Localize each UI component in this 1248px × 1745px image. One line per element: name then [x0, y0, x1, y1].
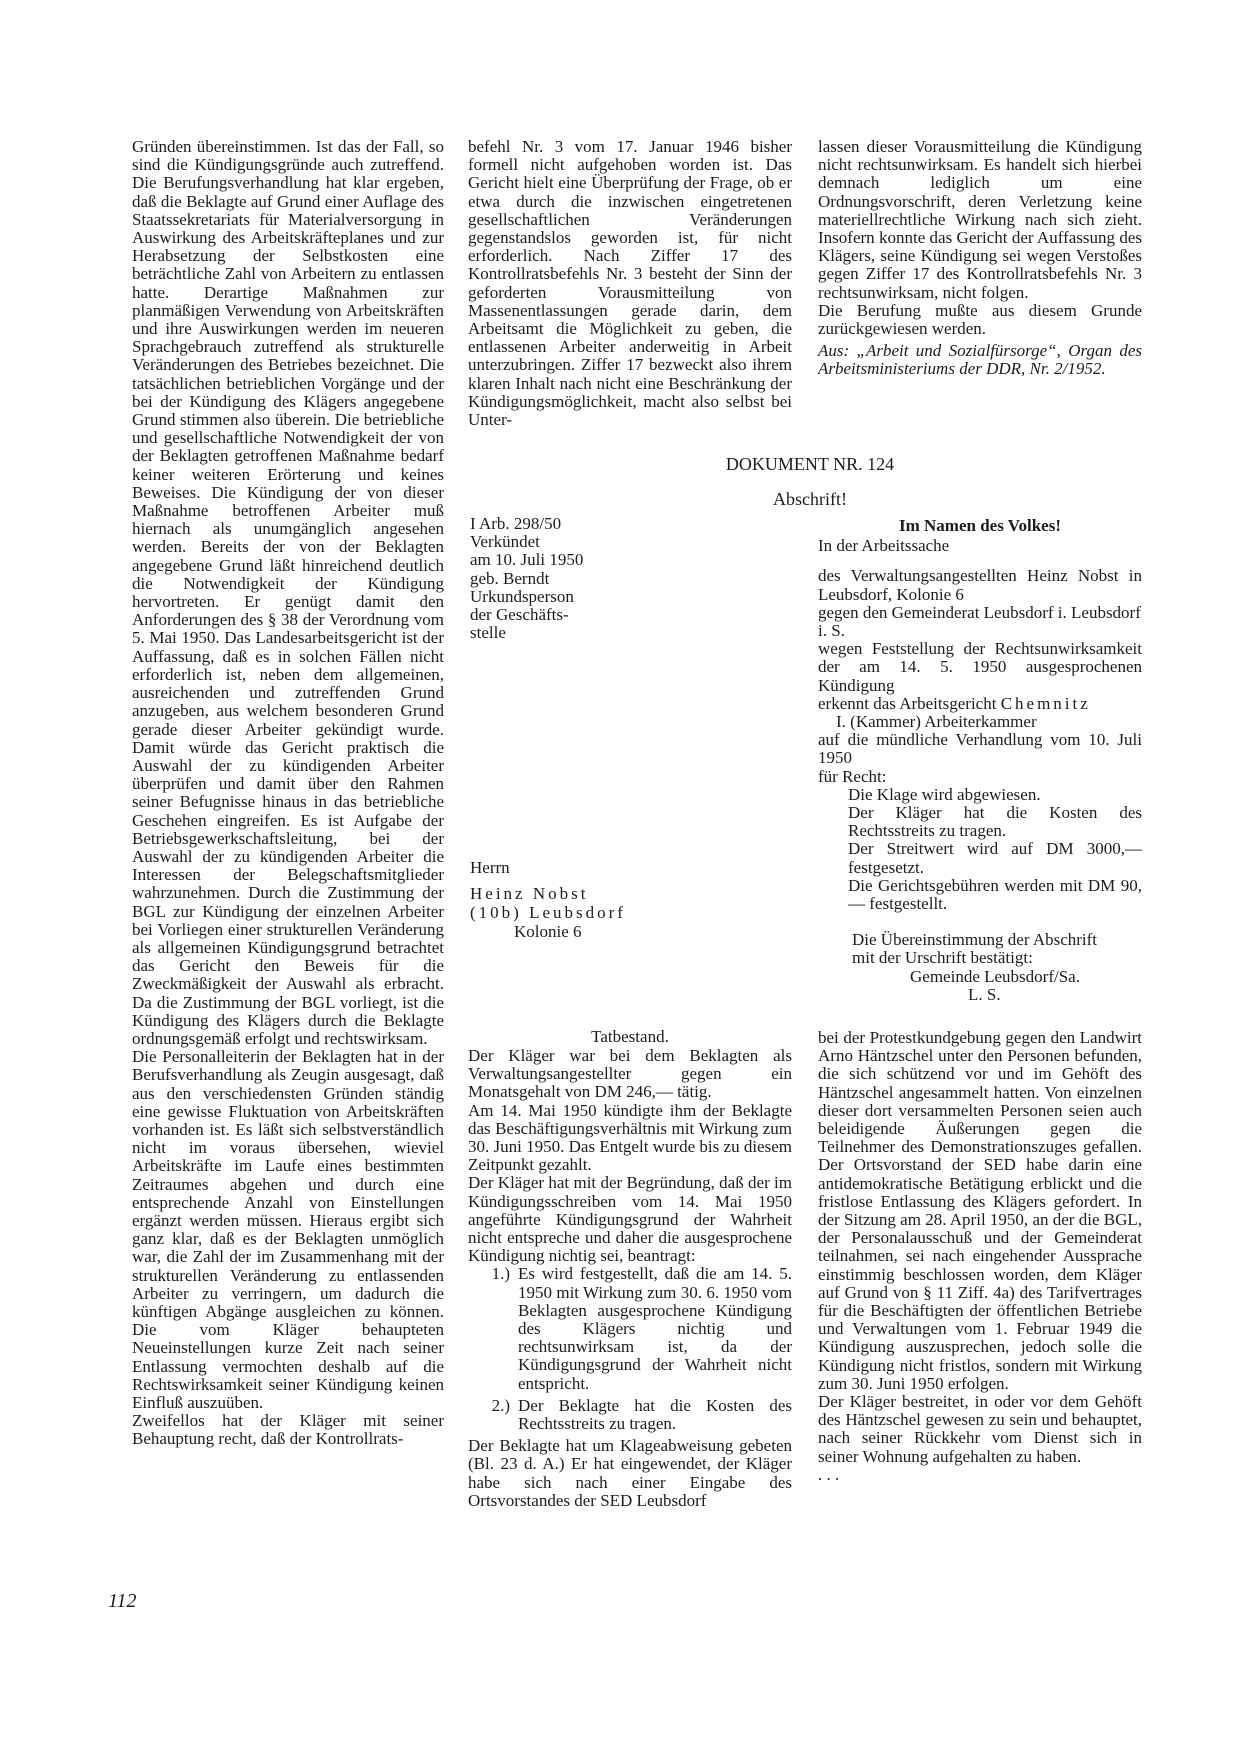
- party-defendant: gegen den Gemeinderat Leubsdorf i. Leubsdorf i. S.: [818, 602, 1141, 641]
- paragraph: Zweifellos hat der Kläger mit seiner Behauptung recht, daß der Kontrollrats-: [132, 1411, 444, 1449]
- party-plaintiff: des Verwaltungsangestellten Heinz Nobst in Leubsdorf, Kolonie 6: [818, 566, 1142, 604]
- hearing-line: auf die mündliche Verhandlung vom 10. Juli 1950: [818, 730, 1142, 768]
- paragraph: Der Beklagte hat um Klageabweisung gebeten (Bl. 23 d. A.) Er hat eingewendet, der Kläger habe sich nach einer Eingabe des Ortsvorstandes der SED Leubsdorf: [468, 1436, 792, 1510]
- claim-number: 2.): [491, 1395, 510, 1415]
- address-line: Kolonie 6: [514, 922, 582, 941]
- paragraph: lassen dieser Vorausmitteilung die Kündigung nicht rechtsunwirksam. Es handelt sich hierbei demnach lediglich um eine Ordnungsvorschrift, deren Verletzung keine materiellrechtliche Wirkung nach sich zieht. Insofern konnte das Gericht der Auffassung des Klägers, seine Kündigung sei wegen Verstoßes gegen Ziffer 17 des Kontrollratsbefehls Nr. 3 rechtsunwirksam, nicht folgen.: [818, 137, 1142, 302]
- court-city: Chemnitz: [1000, 693, 1091, 713]
- signature: Gemeinde Leubsdorf/Sa.: [910, 966, 1080, 986]
- rulings: [818, 786, 1142, 913]
- tatbestand-column-2: [468, 1047, 792, 1510]
- tatbestand-column-3: [818, 1029, 1142, 1484]
- case-metadata: [470, 515, 640, 642]
- paragraph: bei der Protestkundgebung gegen den Landwirt Arno Häntzschel unter den Personen befunden, die sich schützend vor und im Gehöft des Häntzschel angesammelt hatten. Von einzelnen dieser dort versammelten Personen seien auch beleidigende Äußerungen gegen die Teilnehmer des Demonstrationszuges gefallen. Der Ortsvorstand der SED habe darin eine antidemokratische Betätigung erblickt und die fristlose Entlassung des Klägers gefordert. In der Sitzung am 28. April 1950, an der die BGL, der Personalausschuß und der Gemeinderat teilnahmen, sei nach eingehender Aussprache einstimmig beschlossen worden, dem Kläger auf Grund von § 11 Ziff. 4a) des Tarifvertrages für die Beschäftigten der öffentlichen Betriebe und Verwaltungen vom 1. Februar 1949 die Kündigung auszusprechen, jedoch solle die Kündigung nicht fristlos, sondern mit Wirkung zum 30. Juni 1950 erfolgen.: [818, 1028, 1142, 1393]
- column-2-upper: [468, 138, 792, 429]
- paragraph: Der Kläger bestreitet, in oder vor dem Gehöft des Häntzschel gewesen zu sein und behauptet, nach seiner Rückkehr vom Dienst sich in seiner Wohnung aufgehalten zu haben.: [818, 1392, 1142, 1466]
- column-3-upper: [818, 138, 1142, 379]
- meta-line: Urkundsperson: [470, 586, 574, 606]
- ruling: Die Klage wird abgewiesen.: [848, 784, 1041, 804]
- ruling: Der Streitwert wird auf DM 3000,— festgesetzt.: [848, 839, 1142, 877]
- column-1-upper: [132, 138, 444, 1449]
- court-line: [818, 695, 1142, 713]
- claim-item: [468, 1397, 792, 1433]
- ellipsis: . . .: [818, 1464, 840, 1484]
- court-chamber: I. (Kammer) Arbeiterkammer: [836, 712, 1037, 732]
- meta-line: stelle: [470, 623, 506, 643]
- meta-line: Verkündet: [470, 532, 540, 552]
- certification: Die Übereinstimmung der Abschrift mit der Urschrift bestätigt:: [852, 930, 1098, 968]
- for-right: für Recht:: [818, 766, 887, 786]
- document-subheading: Abschrift!: [773, 489, 847, 509]
- paragraph: Die Berufung mußte aus diesem Grunde zurückgewiesen werden.: [818, 300, 1142, 339]
- source-citation: Aus: „Arbeit und Sozialfürsorge“, Organ des Arbeitsministeriums der DDR, Nr. 2/1952.: [818, 341, 1142, 379]
- paragraph: Am 14. Mai 1950 kündigte ihm der Beklagte das Beschäftigungsverhältnis mit Wirkung zum 30. Juni 1950. Das Entgelt wurde bis zu diesem Zeitpunkt gezahlt.: [468, 1100, 792, 1175]
- judgment-title: Im Namen des Volkes!: [899, 516, 1061, 535]
- meta-line: geb. Berndt: [470, 568, 550, 588]
- meta-line: am 10. Juli 1950: [470, 550, 584, 570]
- case-subject: wegen Feststellung der Rechtsunwirksamkeit der am 14. 5. 1950 ausgesprochenen Kündigung: [818, 639, 1142, 695]
- meta-line: I Arb. 298/50: [470, 514, 562, 533]
- tatbestand-heading: Tatbestand.: [591, 1027, 669, 1046]
- claim-text: Es wird festgestellt, daß die am 14. 5. 1950 mit Wirkung zum 30. 6. 1950 vom Beklagten ausgesprochene Kündigung des Klägers nichtig und rechtsunwirksam ist, da der Kündigungsgrund der Wahrheit nicht entspricht.: [518, 1264, 792, 1393]
- recipient-address: [470, 858, 670, 941]
- page-number: 112: [108, 1590, 137, 1612]
- paragraph: befehl Nr. 3 vom 17. Januar 1946 bisher formell nicht aufgehoben worden ist. Das Gericht hielt eine Überprüfung der Frage, ob er etwa durch die inzwischen eingetretenen gesellschaftlichen Veränderungen gegenstandslos geworden ist, für nicht erforderlich. Nach Ziffer 17 des Kontrollratsbefehls Nr. 3 besteht der Sinn der geforderten Vorausmitteilung von Massenentlassungen gerade darin, dem Arbeitsamt die Möglichkeit zu geben, die entlassenen Arbeiter anderweitig in Arbeit unterzubringen. Ziffer 17 bezweckt also ihrem klaren Inhalt nach nicht eine Beschränkung der Kündigungsmöglichkeit, macht also selbst bei Unter-: [468, 137, 792, 430]
- claim-number: 1.): [491, 1264, 510, 1284]
- judgment-intro: In der Arbeitssache: [818, 536, 950, 556]
- paragraph: Gründen übereinstimmen. Ist das der Fall, so sind die Kündigungsgründe auch zutreffend. Die Berufungsverhandlung hat klar ergeben, daß die Beklagte auf Grund einer Auflage des Staatssekretariats für Materialversorgung in Auswirkung des Arbeitskräfteplanes und zur Herabsetzung der Selbstkosten eine beträchtliche Zahl von Arbeitern zu entlassen hatte. Derartige Maßnahmen zur planmäßigen Verwendung von Arbeitskräften und ihre Auswirkungen werden im neueren Sprachgebrauch zutreffend als strukturelle Veränderungen des Betriebes bezeichnet. Die tatsächlichen betrieblichen Vorgänge und der bei der Kündigung des Klägers angegebene Grund stimmen also überein. Die betriebliche und gesellschaftliche Notwendigkeit der von der Beklagten getroffenen Maßnahme bedarf keiner weiteren Erörterung und keines Beweises. Die Kündigung der von dieser Maßnahme betroffenen Arbeiter muß hiernach als unumgänglich angesehen werden. Bereits der von der Beklagten angegebene Grund läßt hinreichend deutlich die Notwendigkeit der Kündigung hervortreten. Er genügt damit den Anforderungen des § 38 der Verordnung vom 5. Mai 1950. Das Landesarbeitsgericht ist der Auffassung, daß es in solchen Fällen nicht erforderlich ist, neben dem allgemeinen, ausreichenden und zutreffenden Grund anzugeben, aus welchem besonderen Grund gerade dieser Arbeiter gekündigt wurde. Damit würde das Gericht praktisch die Auswahl der zu kündigenden Arbeiter überprüfen und damit über den Rahmen seiner Befugnisse hinaus in das betriebliche Geschehen eingreifen. Es ist Aufgabe der Betriebsgewerkschaftsleitung, bei der Auswahl der zu kündigenden Arbeiter die Interessen der Belegschaftsmitglieder wahrzunehmen. Durch die Zustimmung der BGL zur Kündigung der einzelnen Arbeiter bei Vorliegen einer strukturellen Veränderung als allgemeinen Kündigungsgrund betrachtet das Gericht den Beweis für die Zweckmäßigkeit der Auswahl als erbracht. Da die Zustimmung der BGL vorliegt, ist die Kündigung des Klägers durch die Beklagte ordnungsgemäß erfolgt und rechtswirksam.: [132, 137, 444, 1048]
- document-heading: DOKUMENT NR. 124: [725, 454, 895, 474]
- address-line: (10b) Leubsdorf: [470, 903, 626, 922]
- paragraph: Der Kläger hat mit der Begründung, daß der im Kündigungsschreiben vom 14. Mai 1950 angeführte Kündigungsgrund der Wahrheit nicht entspreche und daher die ausgesprochene Kündigung nichtig sei, beantragt:: [468, 1173, 792, 1266]
- address-line: Heinz Nobst: [470, 884, 589, 903]
- court-prefix: erkennt das Arbeitsgericht: [818, 693, 1001, 713]
- paragraph: Der Kläger war bei dem Beklagten als Verwaltungsangestellter gegen ein Monatsgehalt von DM 246,— tätig.: [468, 1046, 792, 1102]
- meta-line: der Geschäfts-: [470, 605, 569, 625]
- address-line: Herrn: [470, 858, 510, 877]
- ruling: Die Gerichtsgebühren werden mit DM 90,— festgestellt.: [848, 875, 1142, 914]
- judgment-block: [818, 517, 1142, 1004]
- seal-mark: L. S.: [968, 984, 1001, 1004]
- paragraph: Die Personalleiterin der Beklagten hat in der Berufsverhandlung als Zeugin ausgesagt, daß aus den verschiedensten Gründen ständig eine gewisse Fluktuation von Arbeitskräften vorhanden ist. Es läßt sich selbstverständlich nicht im voraus übersehen, wieviel Arbeitskräfte im Laufe eines bestimmten Zeitraumes abgehen und durch eine entsprechende Anzahl von Einstellungen ergänzt werden müssen. Hieraus ergibt sich ganz klar, daß es der Beklagten unmöglich war, die Zahl der im Zusammenhang mit der strukturellen Veränderung zu entlassenden Arbeiter zu verringern, um dadurch die künftigen Abgänge ausgleichen zu können. Die vom Kläger behaupteten Neueinstellungen kurze Zeit nach seiner Entlassung vermochten deshalb auf die Rechtswirksamkeit seiner Kündigung keinen Einfluß auszuüben.: [132, 1047, 444, 1413]
- claim-item: [468, 1265, 792, 1392]
- claim-text: Der Beklagte hat die Kosten des Rechtsstreits zu tragen.: [518, 1395, 792, 1434]
- ruling: Der Kläger hat die Kosten des Rechtsstreits zu tragen.: [848, 803, 1142, 841]
